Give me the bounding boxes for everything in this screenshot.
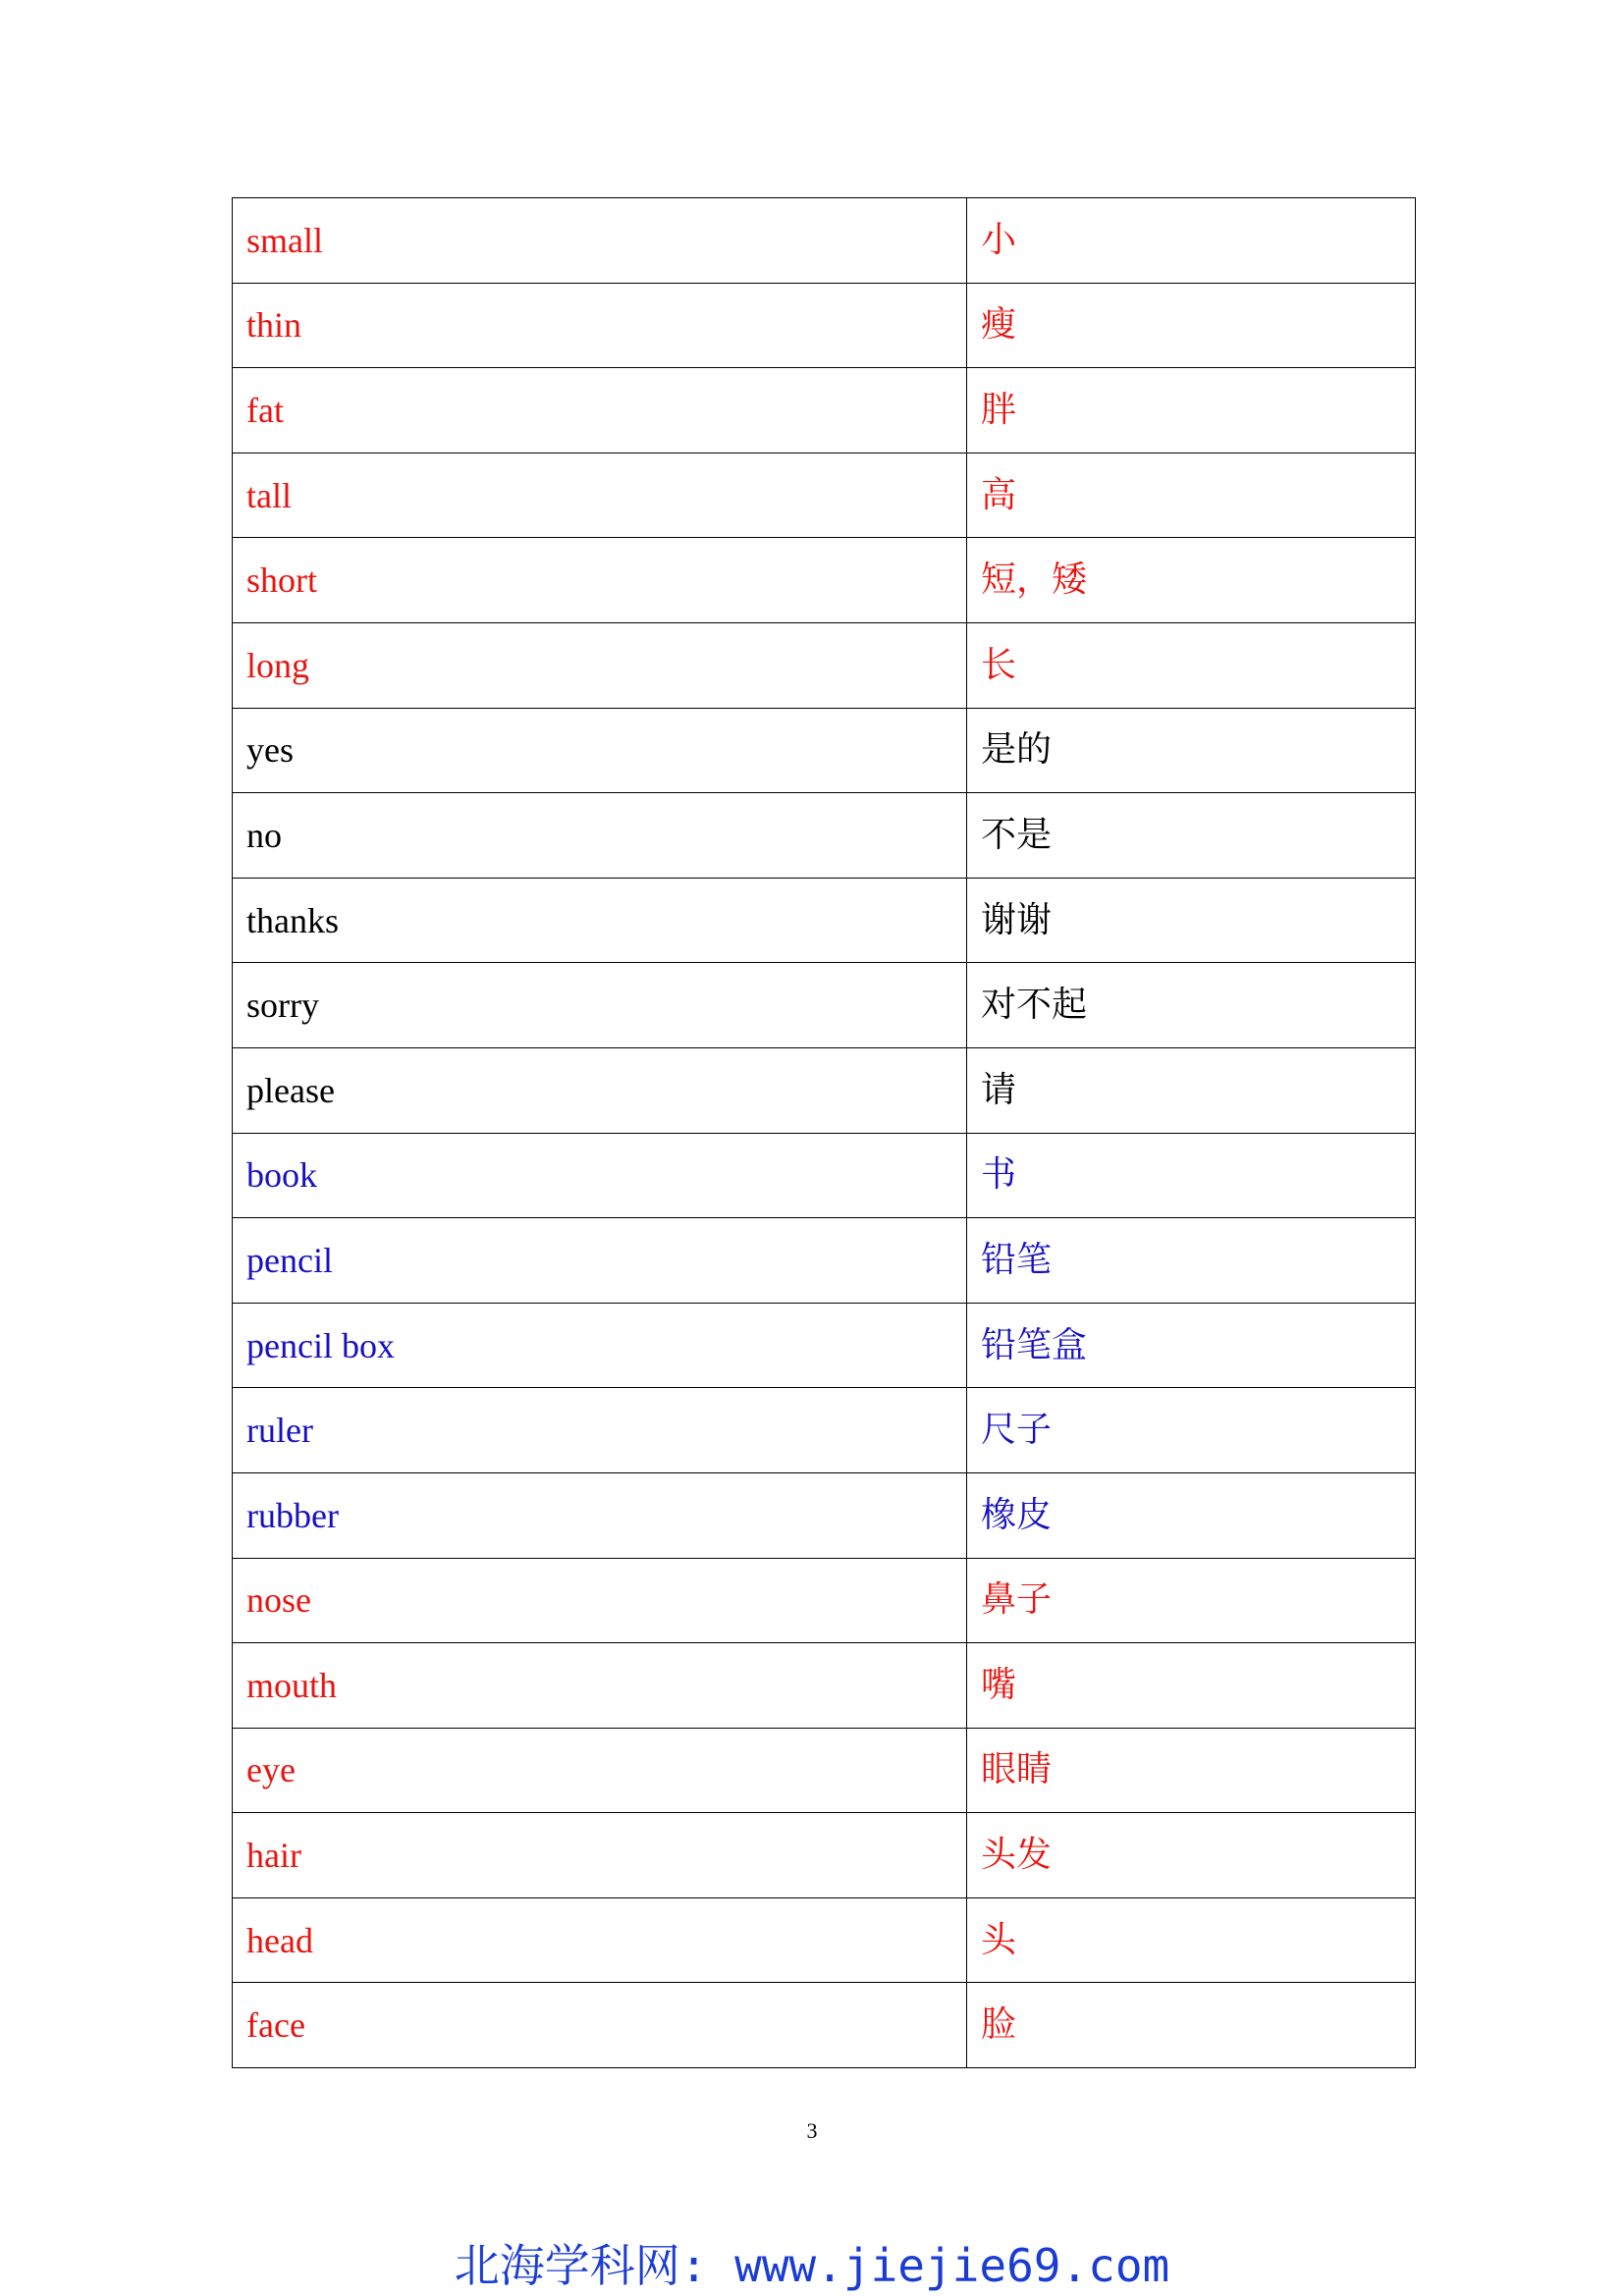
page-number: 3 — [806, 2118, 818, 2143]
english-word-cell: fat — [233, 368, 967, 454]
chinese-meaning-cell: 铅笔 — [967, 1218, 1416, 1304]
chinese-meaning-cell: 瘦 — [967, 283, 1416, 368]
english-word-cell: pencil box — [233, 1303, 967, 1388]
chinese-meaning-cell: 橡皮 — [967, 1472, 1416, 1558]
table-row — [233, 1303, 1416, 1388]
chinese-meaning-cell: 眼睛 — [967, 1728, 1416, 1813]
chinese-meaning-cell: 鼻子 — [967, 1558, 1416, 1643]
english-word-cell: hair — [233, 1813, 967, 1898]
table-row — [233, 1728, 1416, 1813]
chinese-meaning-cell: 是的 — [967, 708, 1416, 793]
vocabulary-table-body — [233, 198, 1416, 2068]
chinese-meaning-cell: 尺子 — [967, 1388, 1416, 1473]
table-row — [233, 1897, 1416, 1983]
english-word-cell: rubber — [233, 1472, 967, 1558]
chinese-meaning-cell: 胖 — [967, 368, 1416, 454]
chinese-meaning-cell: 铅笔盒 — [967, 1303, 1416, 1388]
chinese-meaning-cell: 对不起 — [967, 963, 1416, 1048]
table-row — [233, 1218, 1416, 1304]
chinese-meaning-cell: 头发 — [967, 1813, 1416, 1898]
chinese-meaning-cell: 书 — [967, 1133, 1416, 1218]
table-row — [233, 963, 1416, 1048]
english-word-cell: please — [233, 1047, 967, 1133]
table-row — [233, 1813, 1416, 1898]
english-word-cell: head — [233, 1897, 967, 1983]
english-word-cell: mouth — [233, 1643, 967, 1729]
vocabulary-table — [232, 197, 1416, 2068]
table-row — [233, 198, 1416, 284]
table-row — [233, 1558, 1416, 1643]
english-word-cell: long — [233, 622, 967, 708]
table-row — [233, 1472, 1416, 1558]
chinese-meaning-cell: 头 — [967, 1897, 1416, 1983]
table-row — [233, 453, 1416, 538]
chinese-meaning-cell: 请 — [967, 1047, 1416, 1133]
chinese-meaning-cell: 谢谢 — [967, 878, 1416, 963]
table-row — [233, 1388, 1416, 1473]
english-word-cell: ruler — [233, 1388, 967, 1473]
chinese-meaning-cell: 小 — [967, 198, 1416, 284]
table-row — [233, 368, 1416, 454]
english-word-cell: yes — [233, 708, 967, 793]
table-row — [233, 793, 1416, 879]
table-row — [233, 1133, 1416, 1218]
english-word-cell: face — [233, 1983, 967, 2068]
english-word-cell: no — [233, 793, 967, 879]
table-row — [233, 708, 1416, 793]
table-row — [233, 1983, 1416, 2068]
english-word-cell: eye — [233, 1728, 967, 1813]
chinese-meaning-cell: 脸 — [967, 1983, 1416, 2068]
english-word-cell: thin — [233, 283, 967, 368]
table-row — [233, 538, 1416, 623]
english-word-cell: pencil — [233, 1218, 967, 1304]
english-word-cell: sorry — [233, 963, 967, 1048]
english-word-cell: thanks — [233, 878, 967, 963]
chinese-meaning-cell: 长 — [967, 622, 1416, 708]
table-row — [233, 878, 1416, 963]
table-row — [233, 622, 1416, 708]
english-word-cell: book — [233, 1133, 967, 1218]
english-word-cell: short — [233, 538, 967, 623]
english-word-cell: tall — [233, 453, 967, 538]
footer-site-link[interactable]: 北海学科网: www.jiejie69.com — [454, 2239, 1170, 2292]
english-word-cell: small — [233, 198, 967, 284]
chinese-meaning-cell: 短，矮 — [967, 538, 1416, 623]
chinese-meaning-cell: 不是 — [967, 793, 1416, 879]
table-row — [233, 1643, 1416, 1729]
english-word-cell: nose — [233, 1558, 967, 1643]
table-row — [233, 283, 1416, 368]
chinese-meaning-cell: 高 — [967, 453, 1416, 538]
table-row — [233, 1047, 1416, 1133]
chinese-meaning-cell: 嘴 — [967, 1643, 1416, 1729]
